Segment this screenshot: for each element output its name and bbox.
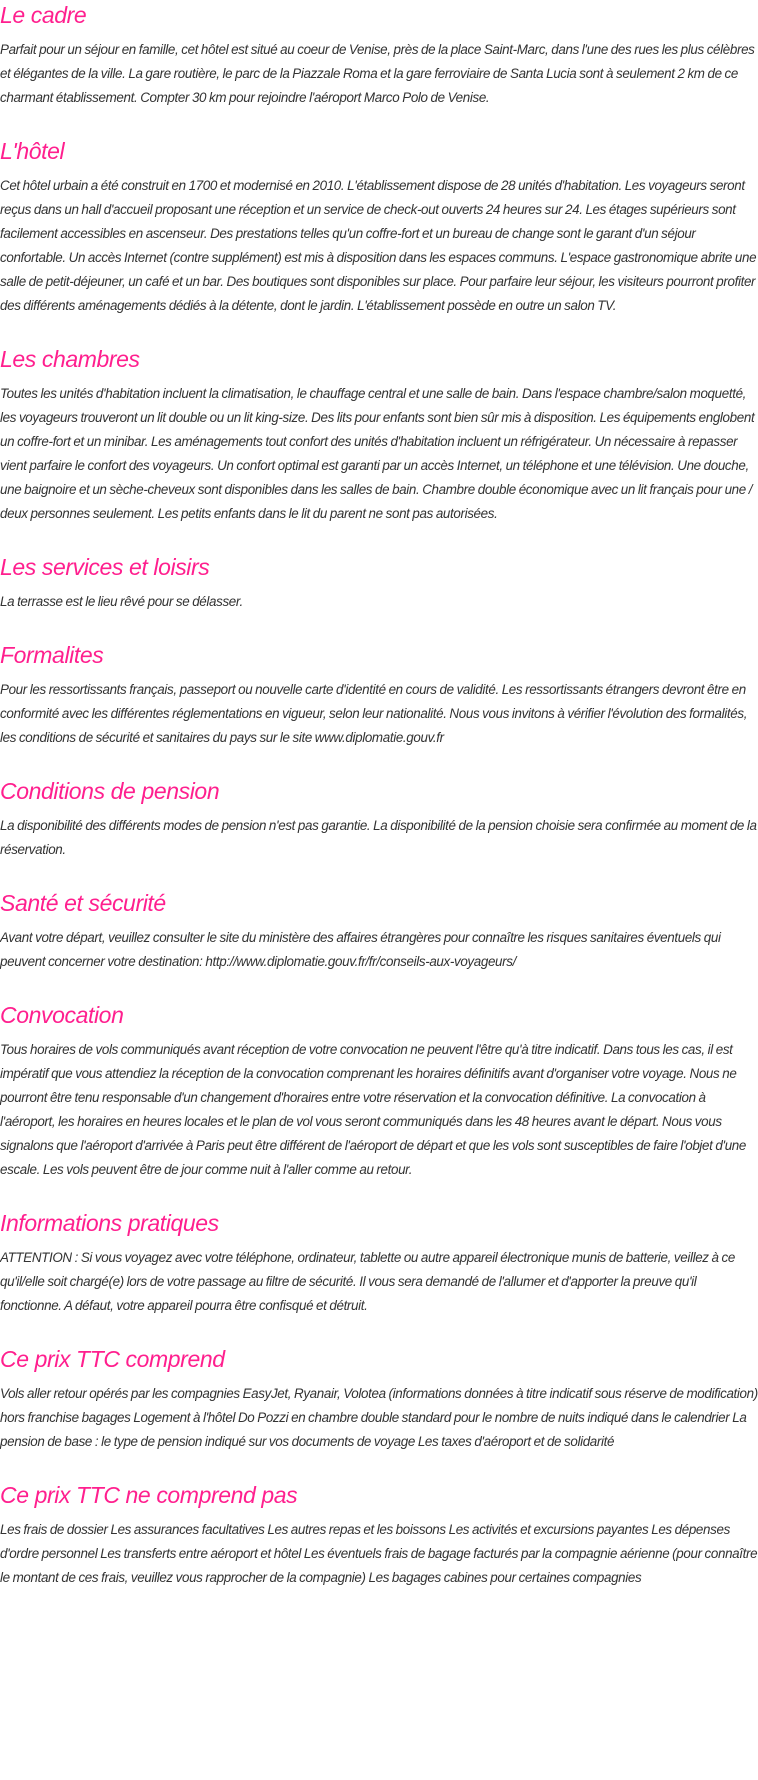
section-body: Les frais de dossier Les assurances facultatives Les autres repas et les boissons Les activités et excursions payantes Les dépenses d'ordre personnel Les transferts entre aéroport et hôtel Les éventuels frais de bagage facturés par la compagnie aérienne (pour connaître le montant de ces frais, veuillez vous rapprocher de la compagnie) Les bagages cabines pour certaines compagnies (0, 1522, 758, 1585)
section-title: Les services et loisirs (0, 554, 210, 580)
section-spacer (0, 318, 758, 344)
section-prix-comprend (0, 1344, 758, 1454)
section-body: Cet hôtel urbain a été construit en 1700 et modernisé en 2010. L'établissement dispose de 28 unités d'habitation. Les voyageurs seront reçus dans un hall d'accueil proposant une réception et un service de check-out ouverts 24 heures sur 24. Les étages supérieurs sont facilement accessibles en ascenseur. Des prestations telles qu'un coffre-fort et un bureau de change sont le garant d'un séjour confortable. Un accès Internet (contre supplément) est mis à disposition dans les espaces communs. L'espace gastronomique abrite une salle de petit-déjeuner, un café et un bar. Des boutiques sont disponibles sur place. Pour parfaire leur séjour, les visiteurs pourront profiter des différents aménagements dédiés à la détente, dont le jardin. L'établissement possède en outre un salon TV. (0, 178, 757, 313)
section-body: Toutes les unités d'habitation incluent la climatisation, le chauffage central et une salle de bain. Dans l'espace chambre/salon moquetté, les voyageurs trouveront un lit double ou un lit king-size. Des lits pour enfants sont bien sûr mis à disposition. Les équipements englobent un coffre-fort et un minibar. Les aménagements tout confort des unités d'habitation incluent un réfrigérateur. Un nécessaire à repasser vient parfaire le confort des voyageurs. Un confort optimal est garanti par un accès Internet, un téléphone et une télévision. Une douche, une baignoire et un sèche-cheveux sont disponibles dans les salles de bain. Chambre double économique avec un lit français pour une / deux personnes seulement. Les petits enfants dans le lit du parent ne sont pas autorisées. (0, 386, 755, 521)
section-title: Informations pratiques (0, 1210, 219, 1236)
section-spacer (0, 974, 758, 1000)
section-title: Formalites (0, 642, 104, 668)
section-title: Santé et sécurité (0, 890, 166, 916)
section-title: Les chambres (0, 346, 140, 372)
section-spacer (0, 110, 758, 136)
section-title: Convocation (0, 1002, 124, 1028)
section-body: Avant votre départ, veuillez consulter le site du ministère des affaires étrangères pour connaître les risques sanitaires éventuels qui peuvent concerner votre destination: http://www.diplomatie.gouv.fr/fr/conseils-aux-voyageurs/ (0, 930, 721, 969)
section-spacer (0, 1182, 758, 1208)
section-conditions-pension (0, 776, 758, 862)
section-prix-ne-comprend-pas (0, 1480, 758, 1590)
section-spacer (0, 614, 758, 640)
section-body: Vols aller retour opérés par les compagnies EasyJet, Ryanair, Volotea (informations données à titre indicatif sous réserve de modification) hors franchise bagages Logement à l'hôtel Do Pozzi en chambre double standard pour le nombre de nuits indiqué dans le calendrier La pension de base : le type de pension indiqué sur vos documents de voyage Les taxes d'aéroport et de solidarité (0, 1386, 758, 1449)
section-spacer (0, 526, 758, 552)
section-les-chambres (0, 344, 758, 526)
section-le-cadre (0, 0, 758, 110)
section-informations-pratiques (0, 1208, 758, 1318)
section-title: Ce prix TTC comprend (0, 1346, 225, 1372)
section-body: Pour les ressortissants français, passeport ou nouvelle carte d'identité en cours de validité. Les ressortissants étrangers devront être en conformité avec les différentes réglementations en vigueur, selon leur nationalité. Nous vous invitons à vérifier l'évolution des formalités, les conditions de sécurité et sanitaires du pays sur le site www.diplomatie.gouv.fr (0, 682, 748, 745)
section-spacer (0, 750, 758, 776)
section-body: La disponibilité des différents modes de pension n'est pas garantie. La disponibilité de la pension choisie sera confirmée au moment de la réservation. (0, 818, 757, 857)
section-formalites (0, 640, 758, 750)
section-l-hotel (0, 136, 758, 318)
section-title: L'hôtel (0, 138, 65, 164)
section-spacer (0, 862, 758, 888)
section-body: La terrasse est le lieu rêvé pour se délasser. (0, 594, 243, 609)
section-title: Conditions de pension (0, 778, 220, 804)
section-convocation (0, 1000, 758, 1182)
section-title: Le cadre (0, 2, 87, 28)
section-spacer (0, 1454, 758, 1480)
section-sante-securite (0, 888, 758, 974)
section-services-loisirs (0, 552, 758, 614)
section-body: Parfait pour un séjour en famille, cet hôtel est situé au coeur de Venise, près de la place Saint-Marc, dans l'une des rues les plus célèbres et élégantes de la ville. La gare routière, le parc de la Piazzale Roma et la gare ferroviaire de Santa Lucia sont à seulement 2 km de ce charmant établissement. Compter 30 km pour rejoindre l'aéroport Marco Polo de Venise. (0, 42, 755, 105)
section-spacer (0, 1318, 758, 1344)
section-body: ATTENTION : Si vous voyagez avec votre téléphone, ordinateur, tablette ou autre appareil électronique munis de batterie, veillez à ce qu'il/elle soit chargé(e) lors de votre passage au filtre de sécurité. Il vous sera demandé de l'allumer et d'apporter la preuve qu'il fonctionne. A défaut, votre appareil pourra être confisqué et détruit. (0, 1250, 735, 1313)
section-title: Ce prix TTC ne comprend pas (0, 1482, 298, 1508)
section-body: Tous horaires de vols communiqués avant réception de votre convocation ne peuvent l'être qu'à titre indicatif. Dans tous les cas, il est impératif que vous attendiez la réception de la convocation comprenant les horaires définitifs avant d'organiser votre voyage. Nous ne pourront être tenu responsable d'un changement d'horaires entre votre réservation et la convocation définitive. La convocation à l'aéroport, les horaires en heures locales et le plan de vol vous seront communiqués dans les 48 heures avant le départ. Nous vous signalons que l'aéroport d'arrivée à Paris peut être différent de l'aéroport de départ et que les vols sont susceptibles de faire l'objet d'une escale. Les vols peuvent être de jour comme nuit à l'aller comme au retour. (0, 1042, 746, 1177)
